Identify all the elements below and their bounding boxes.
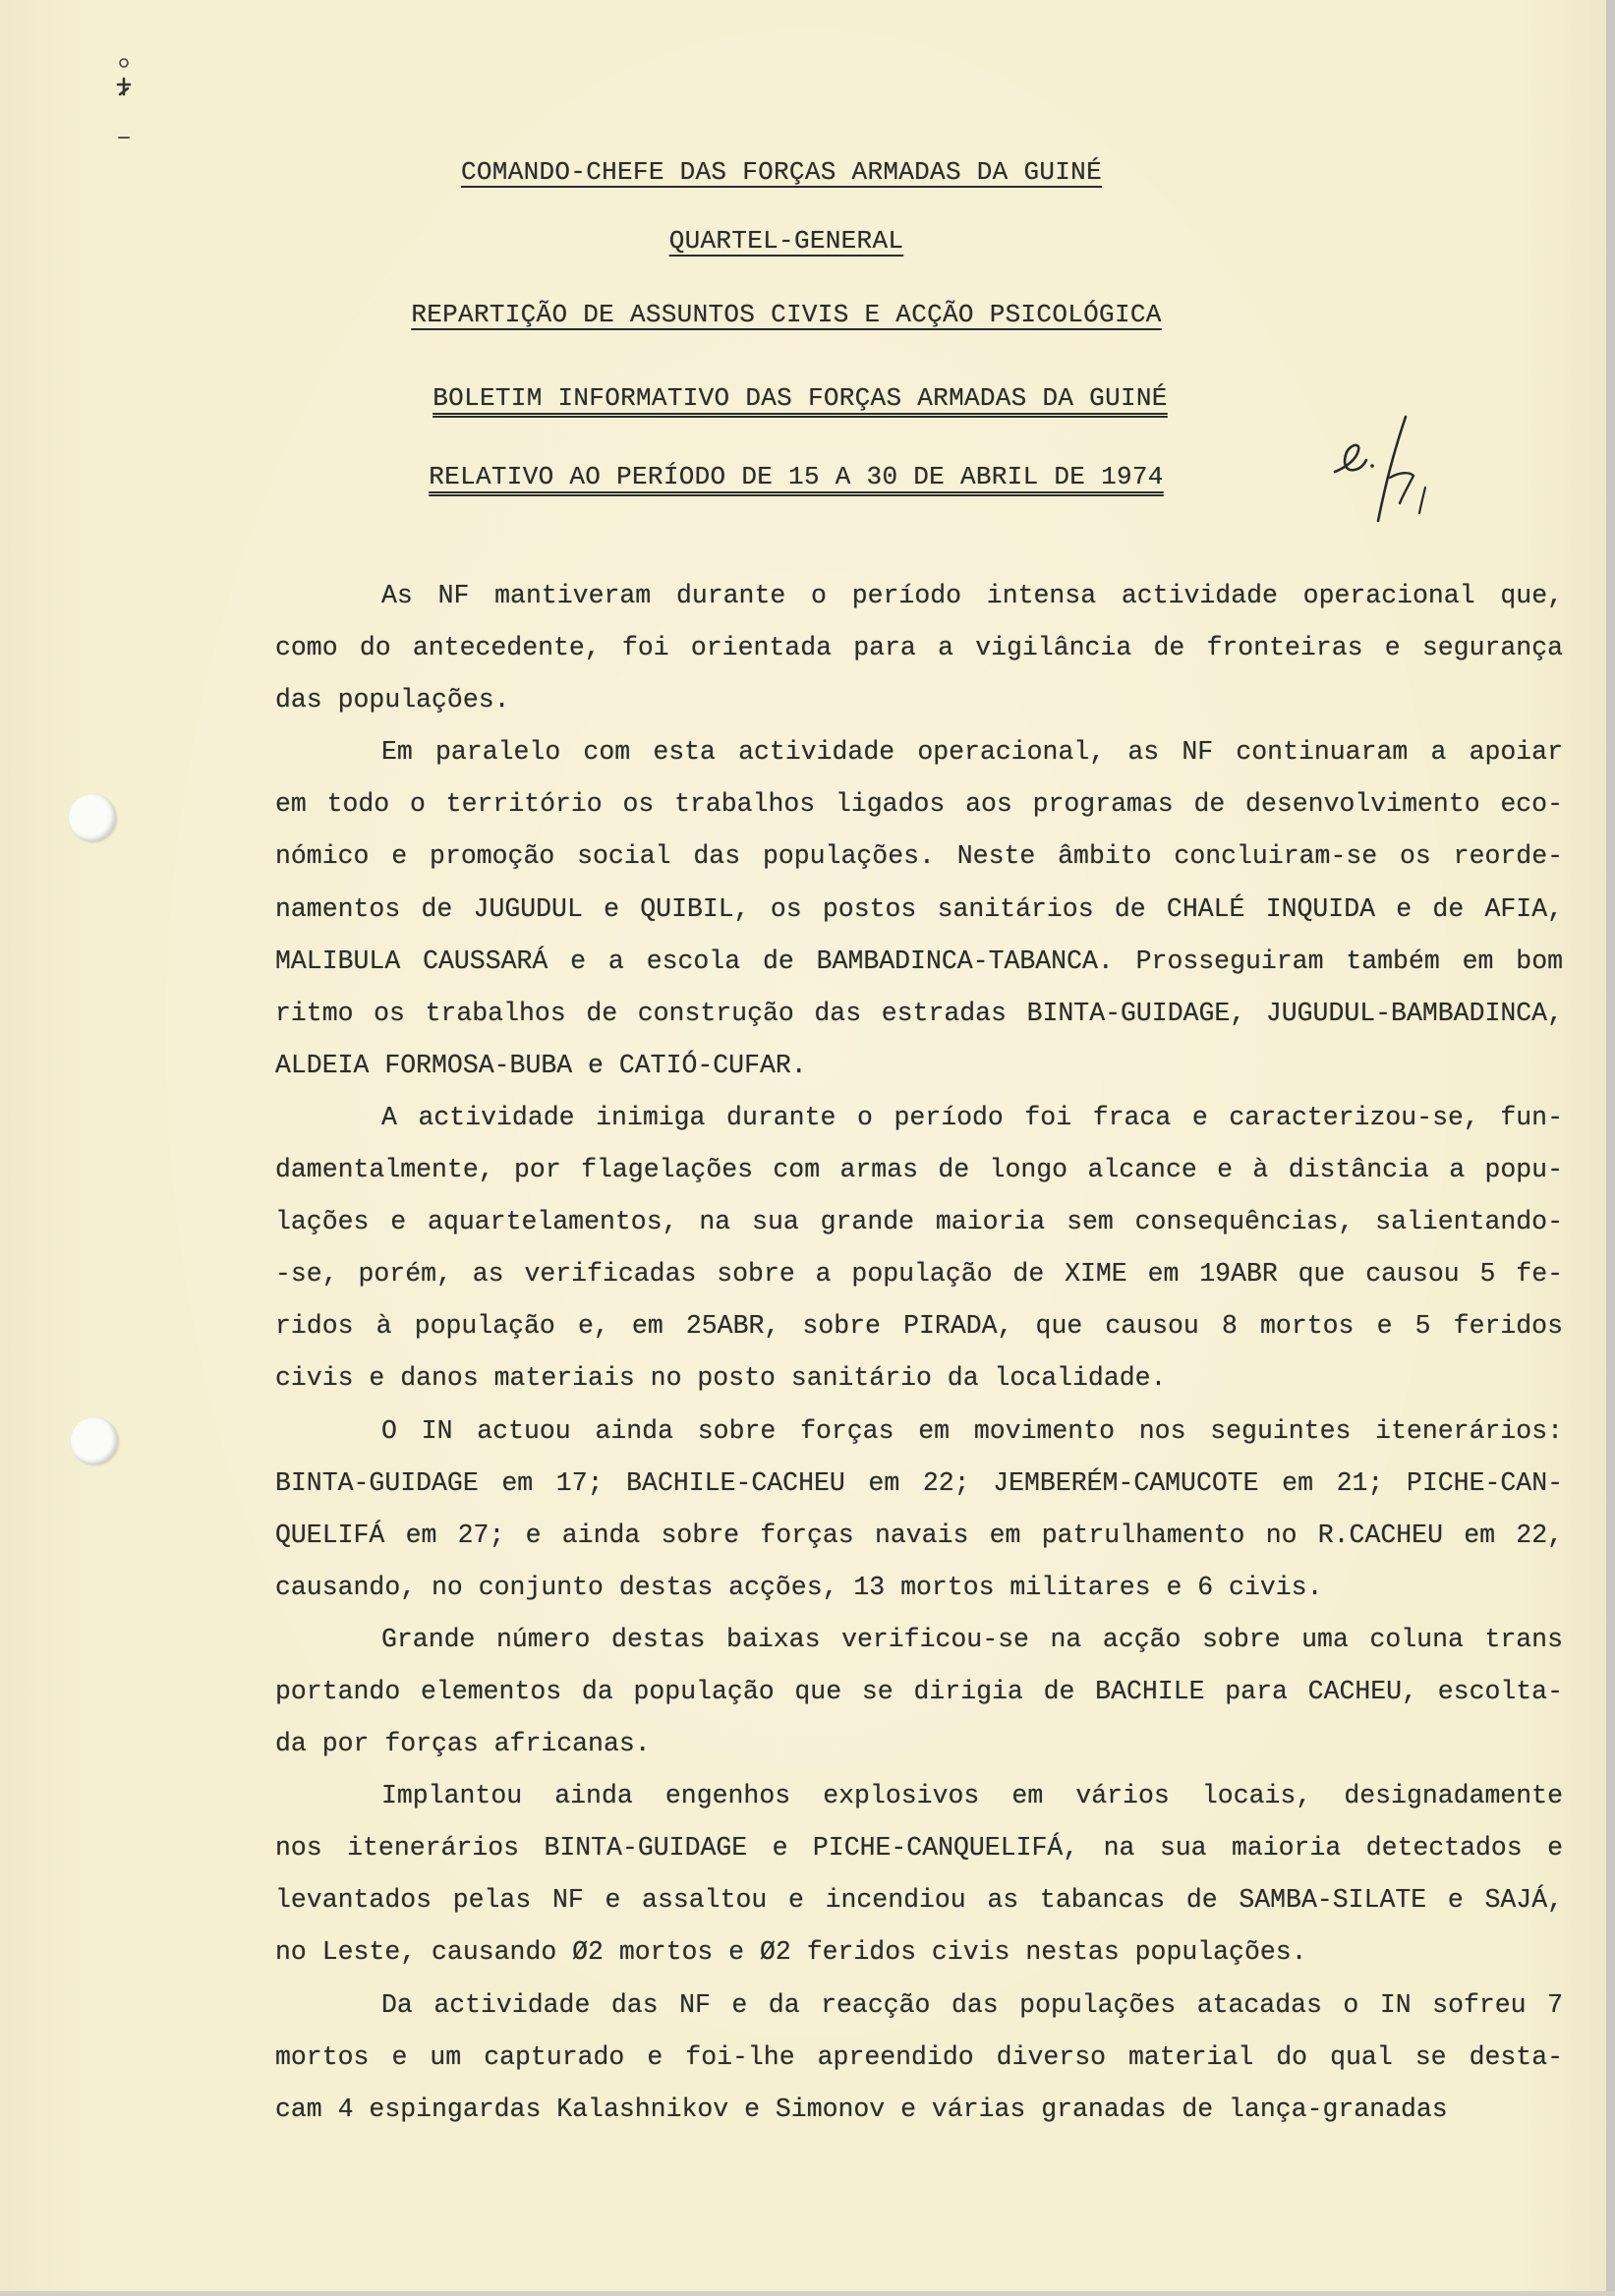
department-heading [295, 292, 1278, 337]
period-subtitle [305, 454, 1288, 499]
text-line: lações e aquartelamentos, na sua grande maioria sem consequências, salientando- [275, 1207, 1563, 1237]
margin-marks [110, 51, 140, 149]
text-line: no Leste, causando Ø2 mortos e Ø2 feridos civis nestas populações. [275, 1937, 1307, 1968]
paragraph [275, 1770, 1563, 1979]
scanner-edge-bottom [0, 2291, 1615, 2296]
text-line: O IN actuou ainda sobre forças em movimento nos seguintes itenerários: [381, 1415, 1563, 1446]
period-subtitle-text: RELATIVO AO PERÍODO DE 15 A 30 DE ABRIL DE 1974 [429, 462, 1164, 491]
bulletin-title-text: BOLETIM INFORMATIVO DAS FORÇAS ARMADAS DA GUINÉ [433, 383, 1168, 413]
department-heading-text: REPARTIÇÃO DE ASSUNTOS CIVIS E ACÇÃO PSICOLÓGICA [411, 300, 1162, 329]
bulletin-title [309, 375, 1292, 421]
headquarters-heading [295, 218, 1278, 263]
paragraph [275, 1092, 1563, 1406]
paragraph [275, 726, 1563, 1092]
text-line: BINTA-GUIDAGE em 17; BACHILE-CACHEU em 22; JEMBERÉM-CAMUCOTE em 21; PICHE-CAN- [275, 1467, 1563, 1498]
text-line: As NF mantiveram durante o período intensa actividade operacional que, [381, 581, 1563, 610]
text-line: nos itenerários BINTA-GUIDAGE e PICHE-CANQUELIFÁ, na sua maioria detectados e [275, 1833, 1563, 1864]
text-line: da por forças africanas. [275, 1729, 651, 1759]
text-line: das populações. [275, 685, 510, 716]
command-heading [290, 149, 1273, 195]
paragraph [275, 1980, 1563, 2136]
command-heading-text: COMANDO-CHEFE DAS FORÇAS ARMADAS DA GUINÉ [460, 157, 1102, 187]
text-line: A actividade inimiga durante o período foi fraca e caracterizou-se, fun- [381, 1102, 1563, 1132]
text-line: portando elementos da população que se dirigia de BACHILE para CACHEU, escolta- [275, 1676, 1563, 1706]
text-line: MALIBULA CAUSSARÁ e a escola de BAMBADINCA-TABANCA. Prosseguiram também em bom [275, 946, 1563, 976]
text-line: como do antecedente, foi orientada para a vigilância de fronteiras e segurança [275, 633, 1563, 663]
text-line: levantados pelas NF e assaltou e incendiou as tabancas de SAMBA-SILATE e SAJÁ, [275, 1885, 1563, 1916]
text-line: em todo o território os trabalhos ligados aos programas de desenvolvimento eco- [275, 789, 1563, 820]
text-line: nómico e promoção social das populações. Neste âmbito concluiram-se os reorde- [275, 841, 1563, 872]
text-line: Em paralelo com esta actividade operacional, as NF continuaram a apoiar [381, 737, 1563, 768]
paragraph [275, 1614, 1563, 1770]
paragraph [275, 570, 1563, 726]
text-line: Da actividade das NF e da reacção das populações atacadas o IN sofreu 7 [381, 1989, 1563, 2020]
text-line: mortos e um capturado e foi-lhe apreendido diverso material do qual se desta- [275, 2041, 1563, 2072]
text-line: ritmo os trabalhos de construção das estradas BINTA-GUIDAGE, JUGUDUL-BAMBADINCA, [275, 998, 1563, 1028]
text-line: cam 4 espingardas Kalashnikov e Simonov e várias granadas de lança-granadas [275, 2094, 1448, 2124]
text-line: ridos à população e, em 25ABR, sobre PIRADA, que causou 8 mortos e 5 feridos [275, 1311, 1563, 1342]
report-body [275, 570, 1563, 2136]
handwritten-initials [1315, 411, 1443, 529]
punch-hole-top [69, 794, 116, 841]
text-line: QUELIFÁ em 27; e ainda sobre forças navais em patrulhamento no R.CACHEU em 22, [275, 1520, 1563, 1550]
scanner-edge [1606, 0, 1615, 2296]
text-line: ALDEIA FORMOSA-BUBA e CATIÓ-CUFAR. [275, 1050, 807, 1080]
paragraph [275, 1406, 1563, 1614]
punch-hole-bottom [71, 1417, 118, 1464]
text-line: Implantou ainda engenhos explosivos em vários locais, designadamente [381, 1781, 1563, 1811]
headquarters-heading-text: QUARTEL-GENERAL [668, 226, 904, 256]
text-line: civis e danos materiais no posto sanitário da localidade. [275, 1363, 1167, 1394]
text-line: causando, no conjunto destas acções, 13 mortos militares e 6 civis. [275, 1572, 1323, 1602]
text-line: damentalmente, por flagelações com armas de longo alcance e à distância a popu- [275, 1155, 1563, 1185]
text-line: -se, porém, as verificadas sobre a população de XIME em 19ABR que causou 5 fe- [275, 1259, 1563, 1290]
text-line: namentos de JUGUDUL e QUIBIL, os postos sanitários de CHALÉ INQUIDA e de AFIA, [275, 893, 1563, 924]
text-line: Grande número destas baixas verificou-se na acção sobre uma coluna trans [381, 1624, 1563, 1654]
